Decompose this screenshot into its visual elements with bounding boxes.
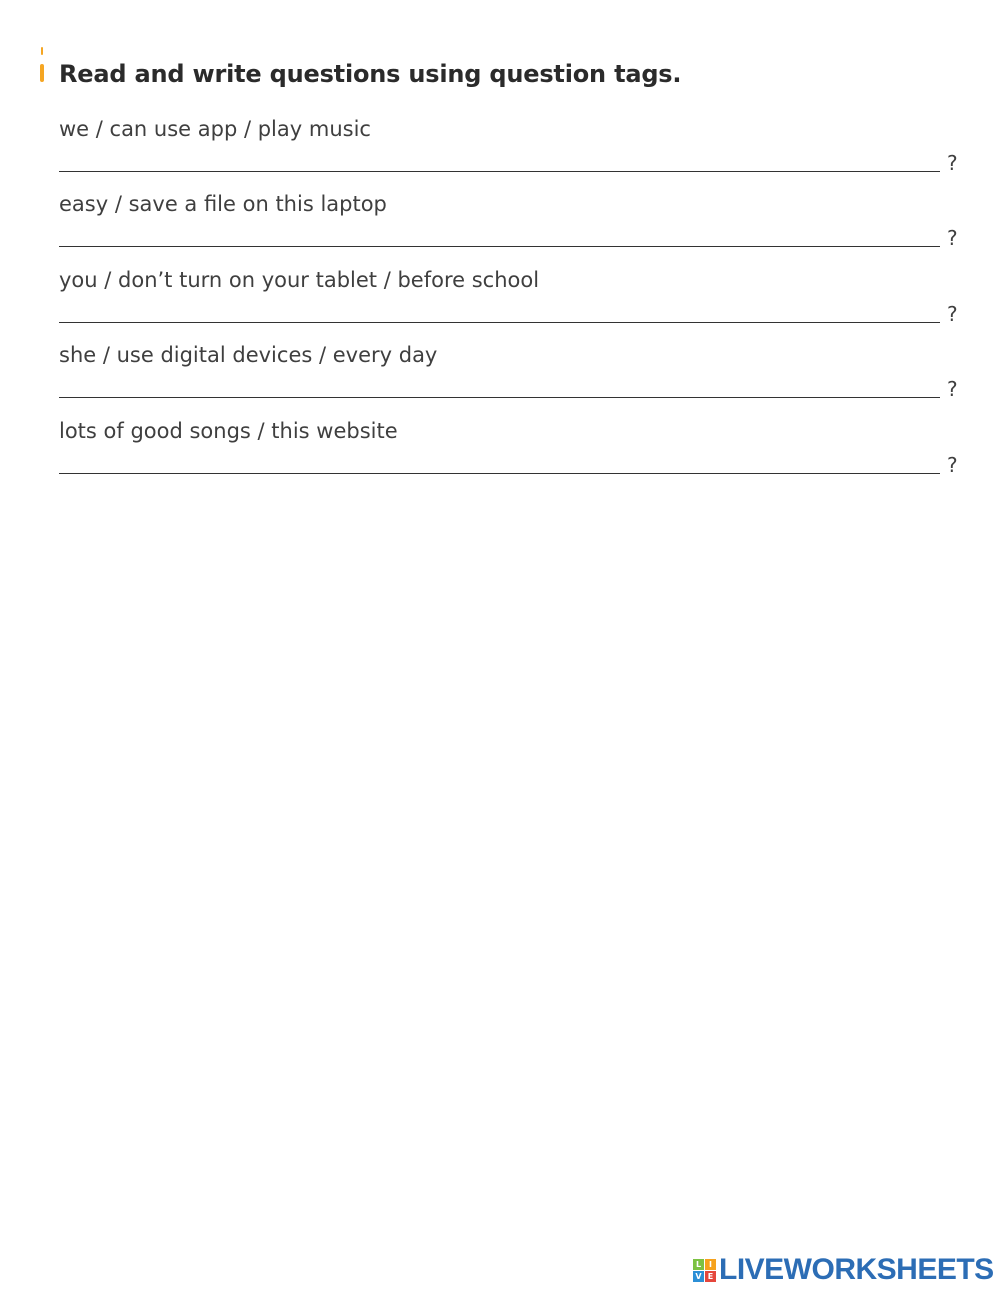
logo-tile-l: L — [693, 1259, 704, 1270]
answer-field-1[interactable] — [59, 171, 940, 172]
accent-mark — [40, 64, 44, 82]
accent-mark-top — [41, 47, 43, 55]
answer-field-5[interactable] — [59, 473, 940, 474]
prompt-5: lots of good songs / this website — [59, 419, 398, 443]
question-mark-3: ? — [947, 302, 958, 326]
prompt-1: we / can use app / play music — [59, 117, 371, 141]
prompt-3: you / don’t turn on your tablet / before school — [59, 268, 540, 292]
question-mark-5: ? — [947, 453, 958, 477]
exercise-item-1 — [59, 117, 964, 192]
prompt-4: she / use digital devices / every day — [59, 343, 438, 367]
question-mark-4: ? — [947, 377, 958, 401]
liveworksheets-brand — [693, 1255, 994, 1285]
answer-field-3[interactable] — [59, 322, 940, 323]
question-mark-2: ? — [947, 226, 958, 250]
question-mark-1: ? — [947, 151, 958, 175]
answer-field-2[interactable] — [59, 246, 940, 247]
exercise-item-2 — [59, 192, 964, 267]
logo-tile-i: I — [705, 1259, 716, 1270]
prompt-2: easy / save a file on this laptop — [59, 192, 387, 216]
exercise-item-5 — [59, 419, 964, 494]
liveworksheets-logo-icon — [693, 1259, 716, 1282]
brand-wordmark: LIVEWORKSHEETS — [719, 1253, 994, 1286]
logo-tile-e: E — [705, 1271, 716, 1282]
instruction-heading: Read and write questions using question tags. — [59, 60, 682, 88]
answer-field-4[interactable] — [59, 397, 940, 398]
exercise-item-4 — [59, 343, 964, 418]
exercise-item-3 — [59, 268, 964, 343]
logo-tile-v: V — [693, 1271, 704, 1282]
